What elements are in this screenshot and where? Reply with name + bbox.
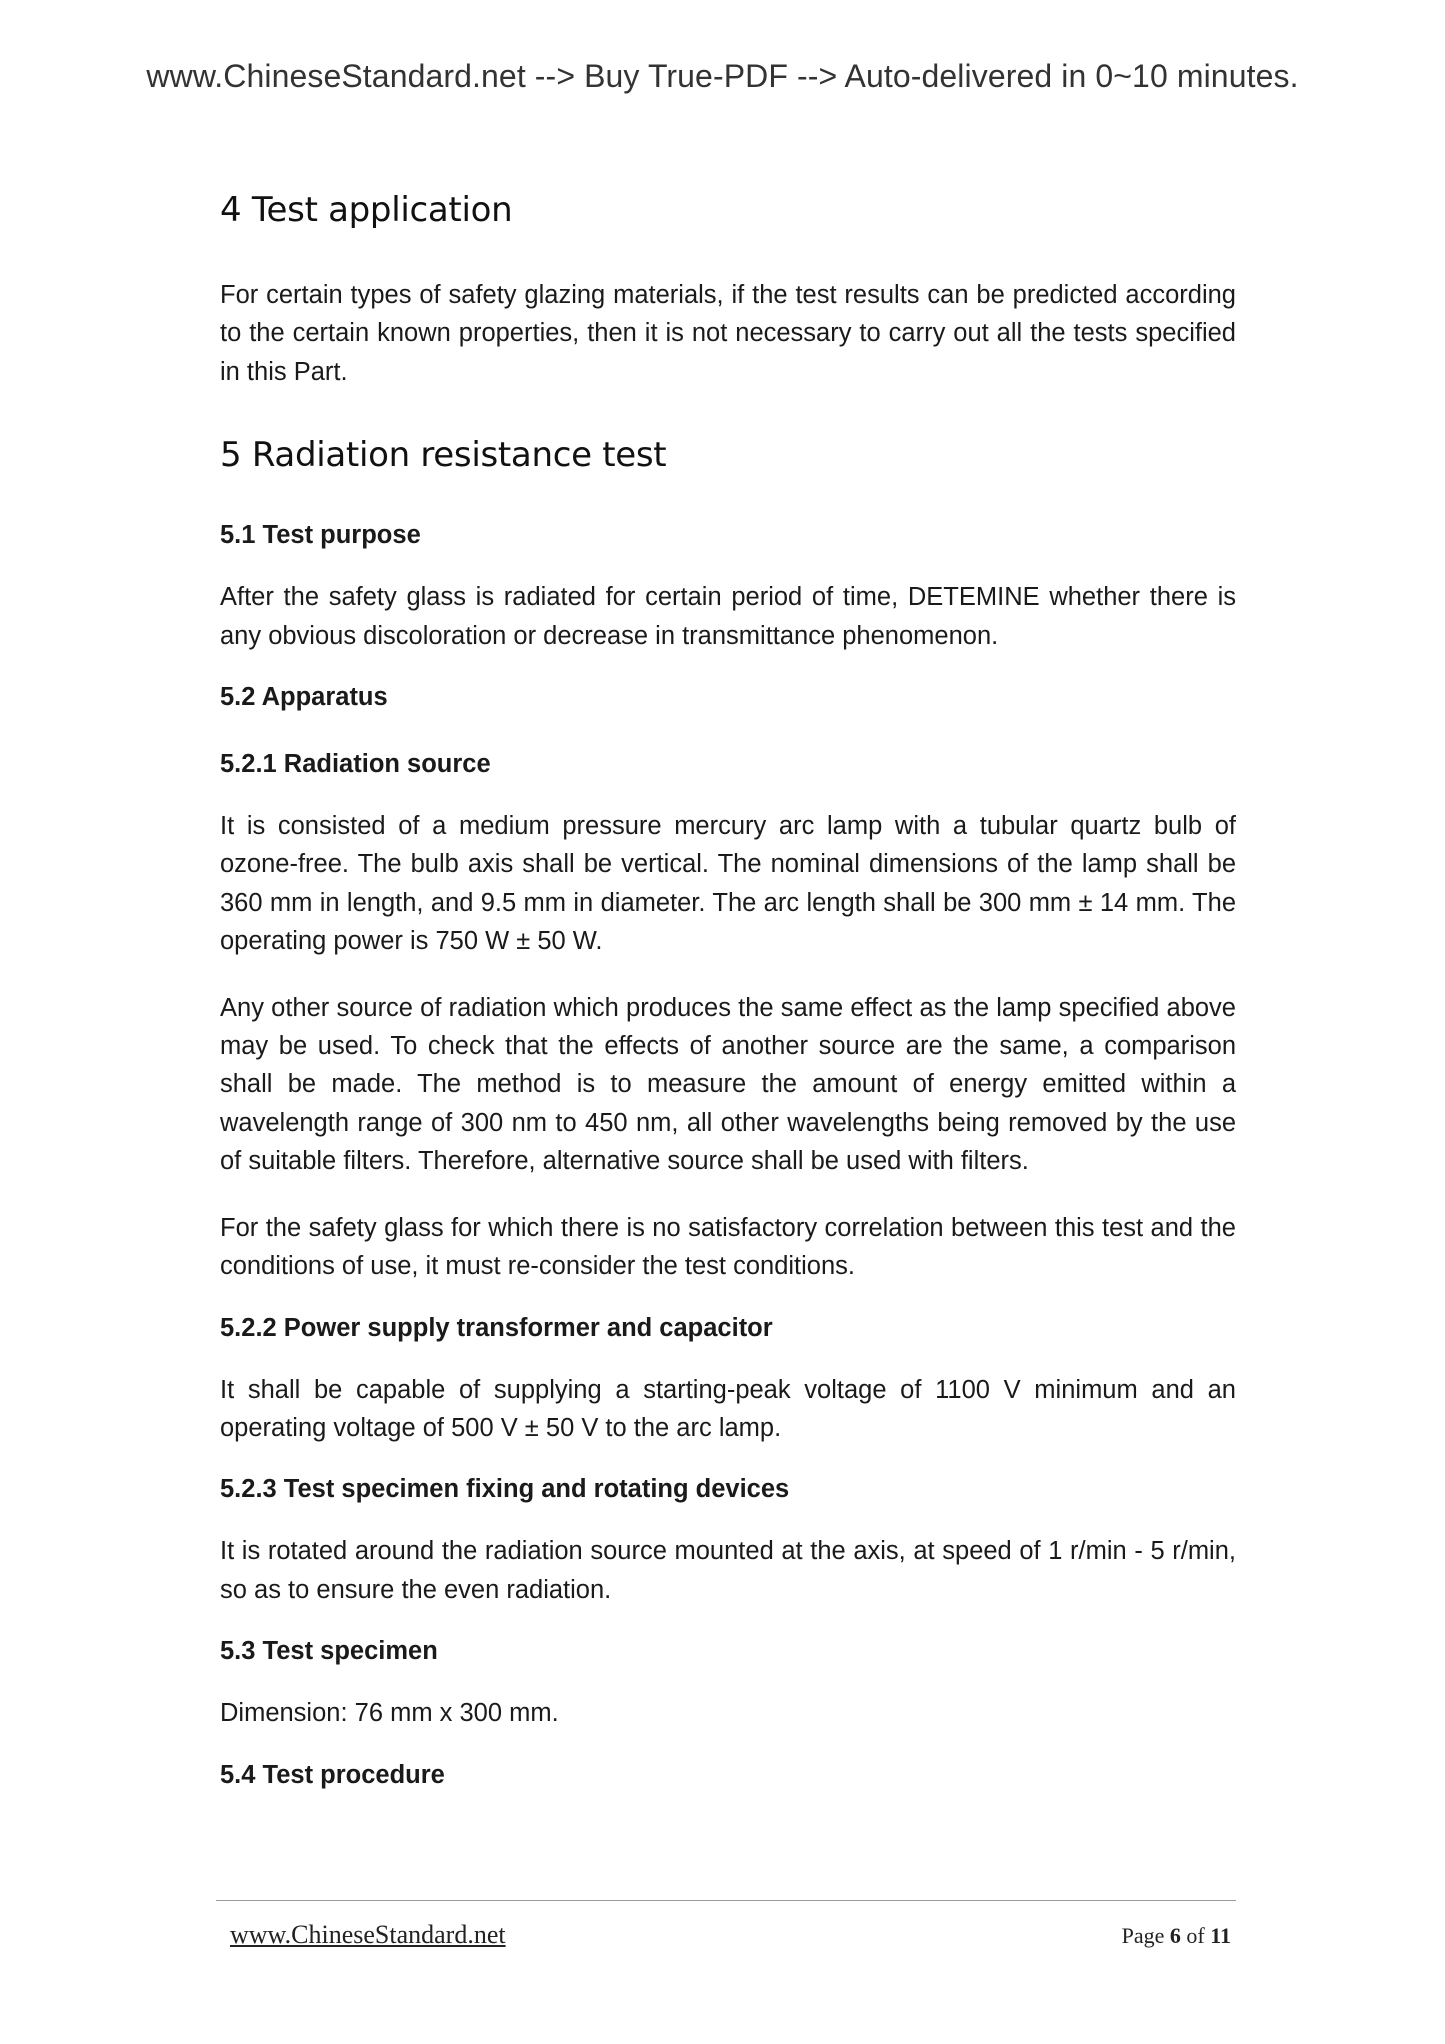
section-5-2-1-paragraph-3: For the safety glass for which there is no satisfactory correlation between this test and the conditions of use, it must re-consider the test conditions. xyxy=(220,1213,1236,1281)
section-5-3-heading: 5.3 Test specimen xyxy=(220,1637,438,1666)
section-5-3-paragraph: Dimension: 76 mm x 300 mm. xyxy=(220,1699,559,1728)
page-of: of xyxy=(1186,1923,1205,1948)
section-5-1-heading: 5.1 Test purpose xyxy=(220,521,421,550)
section-4-paragraph: For certain types of safety glazing materials, if the test results can be predicted according to the certain known properties, then it is not necessary to carry out all the tests specified in this Part. xyxy=(220,281,1236,386)
section-5-2-2-heading: 5.2.2 Power supply transformer and capacitor xyxy=(220,1313,773,1342)
page-prefix: Page xyxy=(1121,1923,1165,1948)
footer-site-link[interactable]: www.ChineseStandard.net xyxy=(230,1920,506,1949)
section-5-4-heading: 5.4 Test procedure xyxy=(220,1760,445,1789)
section-5-2-1-paragraph-1: It is consisted of a medium pressure mercury arc lamp with a tubular quartz bulb of ozone-free. The bulb axis shall be vertical. The nominal dimensions of the lamp shall be 360 mm in length, and 9.5 mm in diameter. The arc length shall be 300 mm ± 14 mm. The operating power is 750 W ± 50 W. xyxy=(220,812,1236,956)
section-5-heading: 5 Radiation resistance test xyxy=(220,435,667,476)
footer-page-number xyxy=(1122,1923,1231,1949)
document-body xyxy=(220,190,1236,1790)
section-5-2-1-paragraph-2: Any other source of radiation which produces the same effect as the lamp specified above may be used. To check that the effects of another source are the same, a comparison shall be made. The method is to measure the amount of energy emitted within a wavelength range of 300 nm to 450 nm, all other wavelengths being removed by the use of suitable filters. Therefore, alternative source shall be used with filters. xyxy=(220,993,1236,1176)
page-total: 11 xyxy=(1210,1923,1231,1948)
page-current: 6 xyxy=(1169,1923,1181,1948)
section-4-heading: 4 Test application xyxy=(220,190,513,230)
section-5-2-1-heading: 5.2.1 Radiation source xyxy=(220,750,491,779)
section-5-2-2-paragraph: It shall be capable of supplying a starting-peak voltage of 1100 V minimum and an operating voltage of 500 V ± 50 V to the arc lamp. xyxy=(220,1375,1236,1442)
section-5-1-paragraph: After the safety glass is radiated for certain period of time, DETEMINE whether there is any obvious discoloration or decrease in transmittance phenomenon. xyxy=(220,583,1236,650)
footer-divider xyxy=(216,1900,1236,1901)
header-banner: www.ChineseStandard.net --> Buy True-PDF --> Auto-delivered in 0~10 minutes. xyxy=(146,58,1299,94)
section-5-2-heading: 5.2 Apparatus xyxy=(220,683,388,712)
section-5-2-3-heading: 5.2.3 Test specimen fixing and rotating devices xyxy=(220,1475,790,1504)
section-5-2-3-paragraph: It is rotated around the radiation source mounted at the axis, at speed of 1 r/min - 5 r/min, so as to ensure the even radiation. xyxy=(220,1537,1236,1604)
